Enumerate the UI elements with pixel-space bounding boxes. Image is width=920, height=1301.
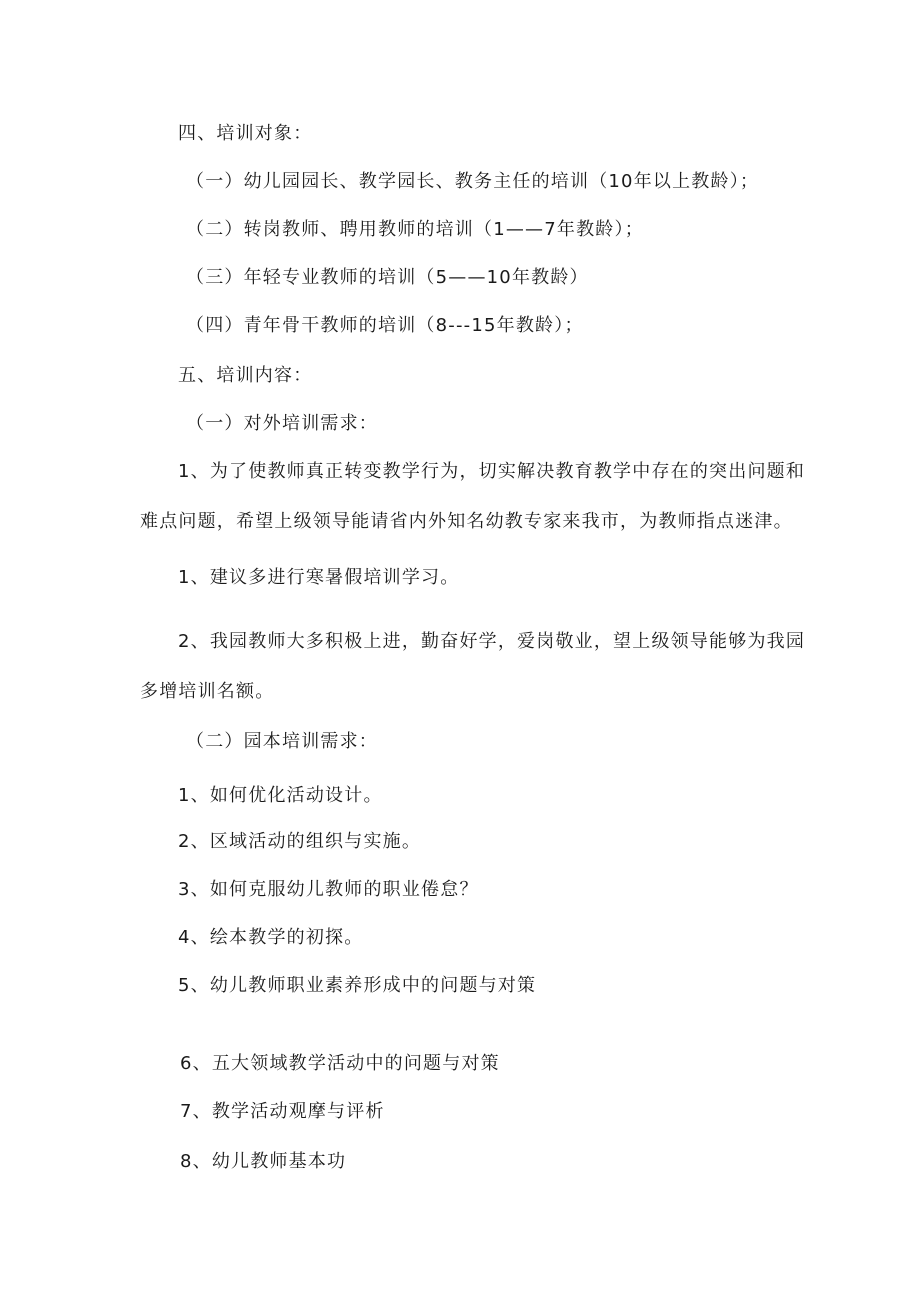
- section4-item-4: （四）青年骨干教师的培训（8---15年教龄）；: [186, 315, 584, 336]
- external-item-b: 1、建议多进行寒暑假培训学习。: [178, 567, 460, 588]
- internal-item-4: 4、绘本教学的初探。: [178, 927, 364, 948]
- external-item-1-line-2: 难点问题，希望上级领导能请省内外知名幼教专家来我市，为教师指点迷津。: [140, 511, 793, 532]
- internal-item-3: 3、如何克服幼儿教师的职业倦怠？: [178, 879, 479, 900]
- external-needs-heading: （一）对外培训需求：: [186, 413, 378, 434]
- external-item-2-line-1: 2、我园教师大多积极上进，勤奋好学，爱岗敬业，望上级领导能够为我园: [178, 631, 806, 652]
- internal-item-2: 2、区域活动的组织与实施。: [178, 831, 422, 852]
- internal-item-7: 7、教学活动观摩与评析: [180, 1101, 385, 1122]
- section4-heading: 四、培训对象：: [178, 123, 313, 144]
- section4-item-2: （二）转岗教师、聘用教师的培训（1——7年教龄）；: [186, 219, 644, 240]
- internal-item-6: 6、五大领域教学活动中的问题与对策: [180, 1053, 500, 1074]
- external-item-1-line-1: 1、为了使教师真正转变教学行为，切实解决教育教学中存在的突出问题和: [178, 461, 806, 482]
- external-item-2-line-2: 多增培训名额。: [140, 681, 275, 702]
- internal-needs-heading: （二）园本培训需求：: [186, 731, 378, 752]
- section5-heading: 五、培训内容：: [178, 365, 313, 386]
- internal-item-5: 5、幼儿教师职业素养形成中的问题与对策: [178, 975, 537, 996]
- section4-item-3: （三）年轻专业教师的培训（5——10年教龄）: [186, 267, 589, 288]
- internal-item-1: 1、如何优化活动设计。: [178, 785, 383, 806]
- section4-item-1: （一）幼儿园园长、教学园长、教务主任的培训（10年以上教龄）；: [186, 171, 760, 192]
- internal-item-8: 8、幼儿教师基本功: [180, 1151, 347, 1172]
